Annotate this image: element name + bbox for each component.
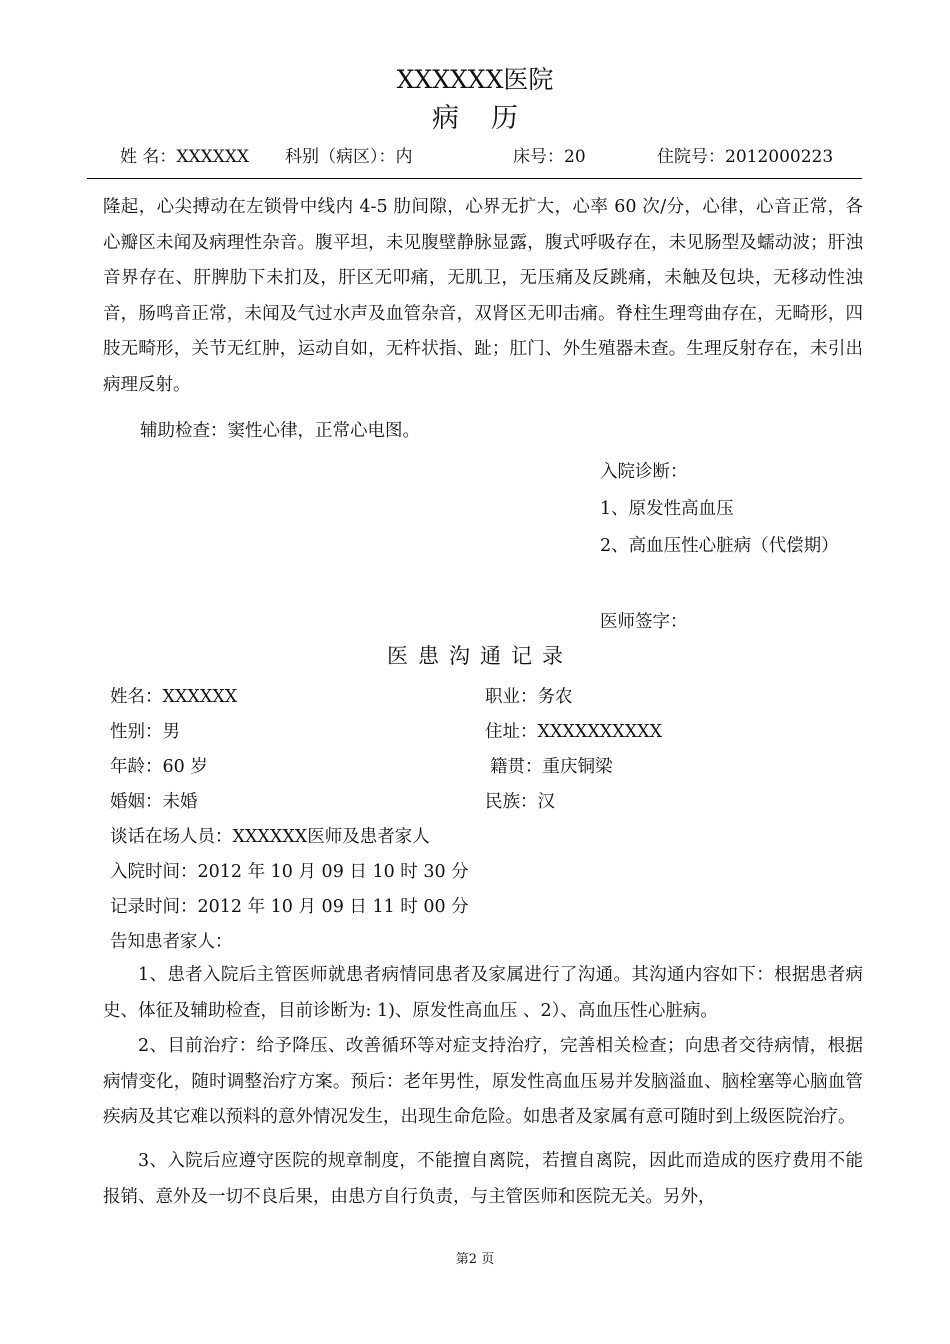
comm-address: 住址：XXXXXXXXXX (485, 722, 663, 742)
comm-age: 年龄：60 岁 (110, 757, 208, 777)
diagnosis-heading: 入院诊断： (600, 462, 688, 482)
comm-paragraph-1: 1、患者入院后主管医师就患者病情同患者及家属进行了沟通。其沟通内容如下：根据患者病史、体征及辅助检查，目前诊断为: 1)、原发性高血压 、2）、高血压性心脏病。 (103, 965, 863, 1021)
comm-gender: 性别：男 (110, 722, 180, 742)
department: 科别（病区）：内 (285, 147, 413, 167)
auxiliary-exam: 辅助检查：窦性心律，正常心电图。 (140, 421, 420, 441)
hospital-name: XXXXXX医院 (396, 65, 554, 94)
comm-present-persons: 谈话在场人员：XXXXXX医师及患者家人 (110, 827, 430, 847)
page-number: 第2 页 (455, 1252, 495, 1267)
comm-admission-time: 入院时间：2012 年 10 月 09 日 10 时 30 分 (110, 862, 469, 882)
communication-body (103, 958, 863, 1215)
header-divider (87, 178, 862, 179)
diagnosis-item: 1、原发性高血压 (600, 499, 734, 519)
admission-number: 住院号：2012000223 (657, 147, 834, 167)
communication-record-title: 医患沟通记录 (387, 644, 573, 668)
bed-number: 床号：20 (513, 147, 586, 167)
comm-notice-heading: 告知患者家人： (110, 932, 233, 952)
comm-name: 姓名：XXXXXX (110, 687, 238, 707)
comm-marital-status: 婚姻：未婚 (110, 792, 198, 812)
physical-exam-text: 隆起，心尖搏动在左锁骨中线内 4-5 肋间隙，心界无扩大，心率 60 次/分，心律，心音正常，各心瓣区未闻及病理性杂音。腹平坦，未见腹壁静脉显露，腹式呼吸存在，未见肠型及蠕动波；肝浊音界存在、肝脾肋下未扪及，肝区无叩痛，无肌卫，无压痛及反跳痛，未触及包块，无移动性浊音，肠鸣音正常，未闻及气过水声及血管杂音，双肾区无叩击痛。脊柱生理弯曲存在，无畸形，四肢无畸形，关节无红肿，运动自如，无杵状指、趾；肛门、外生殖器未查。生理反射存在，未引出病理反射。 (103, 197, 863, 395)
diagnosis-item: 2、高血压性心脏病（代偿期） (600, 536, 839, 556)
patient-name: 姓 名：XXXXXX (120, 147, 250, 167)
physical-exam-paragraph (103, 190, 863, 404)
document-title: 病历 (432, 103, 550, 134)
comm-record-time: 记录时间：2012 年 10 月 09 日 11 时 00 分 (110, 897, 469, 917)
comm-occupation: 职业：务农 (485, 687, 573, 707)
comm-paragraph-3: 3、入院后应遵守医院的规章制度，不能擅自离院，若擅自离院，因此而造成的医疗费用不能报销、意外及一切不良后果，由患方自行负责，与主管医师和医院无关。另外， (103, 1150, 863, 1207)
comm-ethnicity: 民族：汉 (485, 792, 555, 812)
doctor-signature-label: 医师签字： (600, 612, 688, 632)
comm-native-place: 籍贯：重庆铜梁 (490, 757, 613, 777)
comm-paragraph-2: 2、目前治疗：给予降压、改善循环等对症支持治疗，完善相关检查；向患者交待病情，根据病情变化，随时调整治疗方案。预后：老年男性，原发性高血压易并发脑溢血、脑栓塞等心脑血管疾病及其它难以预料的意外情况发生，出现生命危险。如患者及家属有意可随时到上级医院治疗。 (103, 1036, 863, 1128)
